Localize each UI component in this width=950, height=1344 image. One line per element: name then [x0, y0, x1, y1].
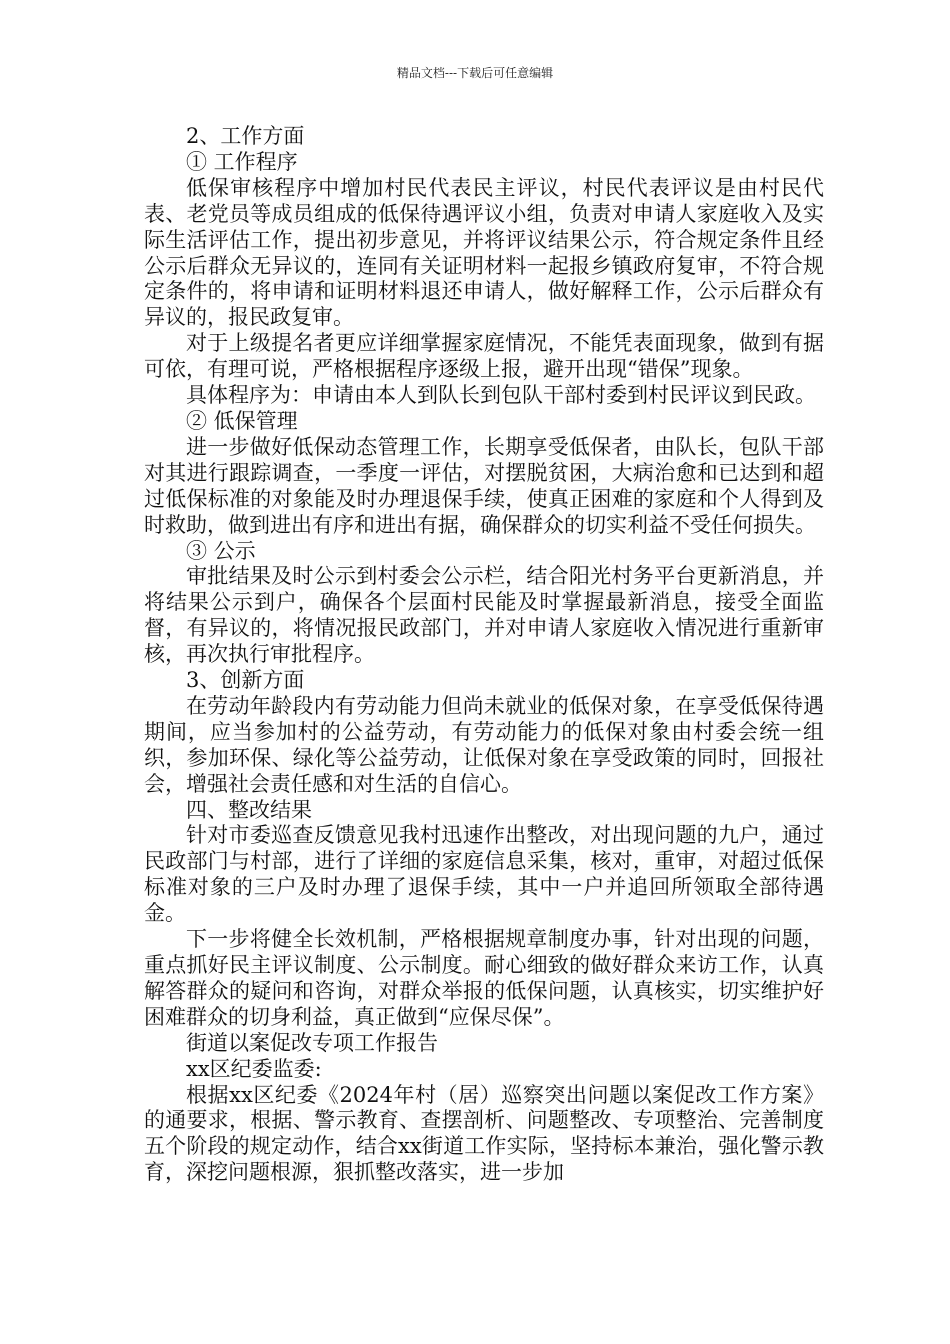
section-heading-work: 2、工作方面	[186, 124, 305, 148]
page-header: 精品文档---下载后可任意编辑	[396, 66, 554, 80]
subheading-public-notice: ③ 公示	[186, 538, 256, 563]
paragraph: 下一步将健全长效机制，严格根据规章制度办事，针对出现的问题，重点抓好民主评议制度、公示制度。耐心细致的做好群众来访工作，认真解答群众的疑问和咨询，对群众举报的低保问题，认真核实，切实维护好困难群众的切身利益，真正做到“应保尽保”。	[144, 927, 824, 1029]
paragraph: 根据xx区纪委《2024年村（居）巡察突出问题以案促改工作方案》的通要求，根据、警示教育、查摆剖析、问题整改、专项整治、完善制度五个阶段的规定动作，结合xx街道工作实际，坚持标本兼治，强化警示教育，深挖问题根源，狠抓整改落实，进一步加	[144, 1082, 824, 1185]
document-body	[144, 124, 824, 1186]
paragraph: 针对市委巡查反馈意见我村迅速作出整改，对出现问题的九户，通过民政部门与村部，进行了详细的家庭信息采集，核对，重审，对超过低保标准对象的三户及时办理了退保手续，其中一户并追回所领取全部待遇金。	[144, 823, 824, 926]
paragraph: 低保审核程序中增加村民代表民主评议，村民代表评议是由村民代表、老党员等成员组成的低保待遇评议小组，负责对申请人家庭收入及实际生活评估工作，提出初步意见，并将评议结果公示，符合规定条件且经公示后群众无异议的，连同有关证明材料一起报乡镇政府复审，不符合规定条件的，将申请和证明材料退还申请人，做好解释工作，公示后群众有异议的，报民政复审。	[144, 175, 824, 330]
report-addressee: xx区纪委监委:	[186, 1056, 322, 1081]
paragraph: 具体程序为：申请由本人到队长到包队干部村委到村民评议到民政。	[186, 383, 816, 408]
section-heading-results: 四、整改结果	[186, 797, 312, 822]
paragraph: 对于上级提名者更应详细掌握家庭情况，不能凭表面现象，做到有据可依，有理可说，严格根据程序逐级上报，避开出现“错保”现象。	[144, 331, 824, 382]
paragraph: 审批结果及时公示到村委会公示栏，结合阳光村务平台更新消息，并将结果公示到户，确保各个层面村民能及时掌握最新消息，接受全面监督，有异议的，将情况报民政部门，并对申请人家庭收入情况进行重新审核，再次执行审批程序。	[144, 564, 824, 667]
paragraph: 在劳动年龄段内有劳动能力但尚未就业的低保对象，在享受低保待遇期间，应当参加村的公益劳动，有劳动能力的低保对象由村委会统一组织，参加环保、绿化等公益劳动，让低保对象在享受政策的同时，回报社会，增强社会责任感和对生活的自信心。	[144, 693, 824, 796]
subheading-low-income-management: ② 低保管理	[186, 408, 298, 433]
section-heading-innovation: 3、创新方面	[186, 668, 305, 693]
report-title: 街道以案促改专项工作报告	[186, 1030, 438, 1055]
paragraph: 进一步做好低保动态管理工作，长期享受低保者，由队长，包队干部对其进行跟踪调查，一季度一评估，对摆脱贫困，大病治愈和已达到和超过低保标准的对象能及时办理退保手续，使真正困难的家庭和个人得到及时救助，做到进出有序和进出有据，确保群众的切实利益不受任何损失。	[144, 434, 824, 537]
subheading-work-procedure: ① 工作程序	[186, 149, 298, 174]
